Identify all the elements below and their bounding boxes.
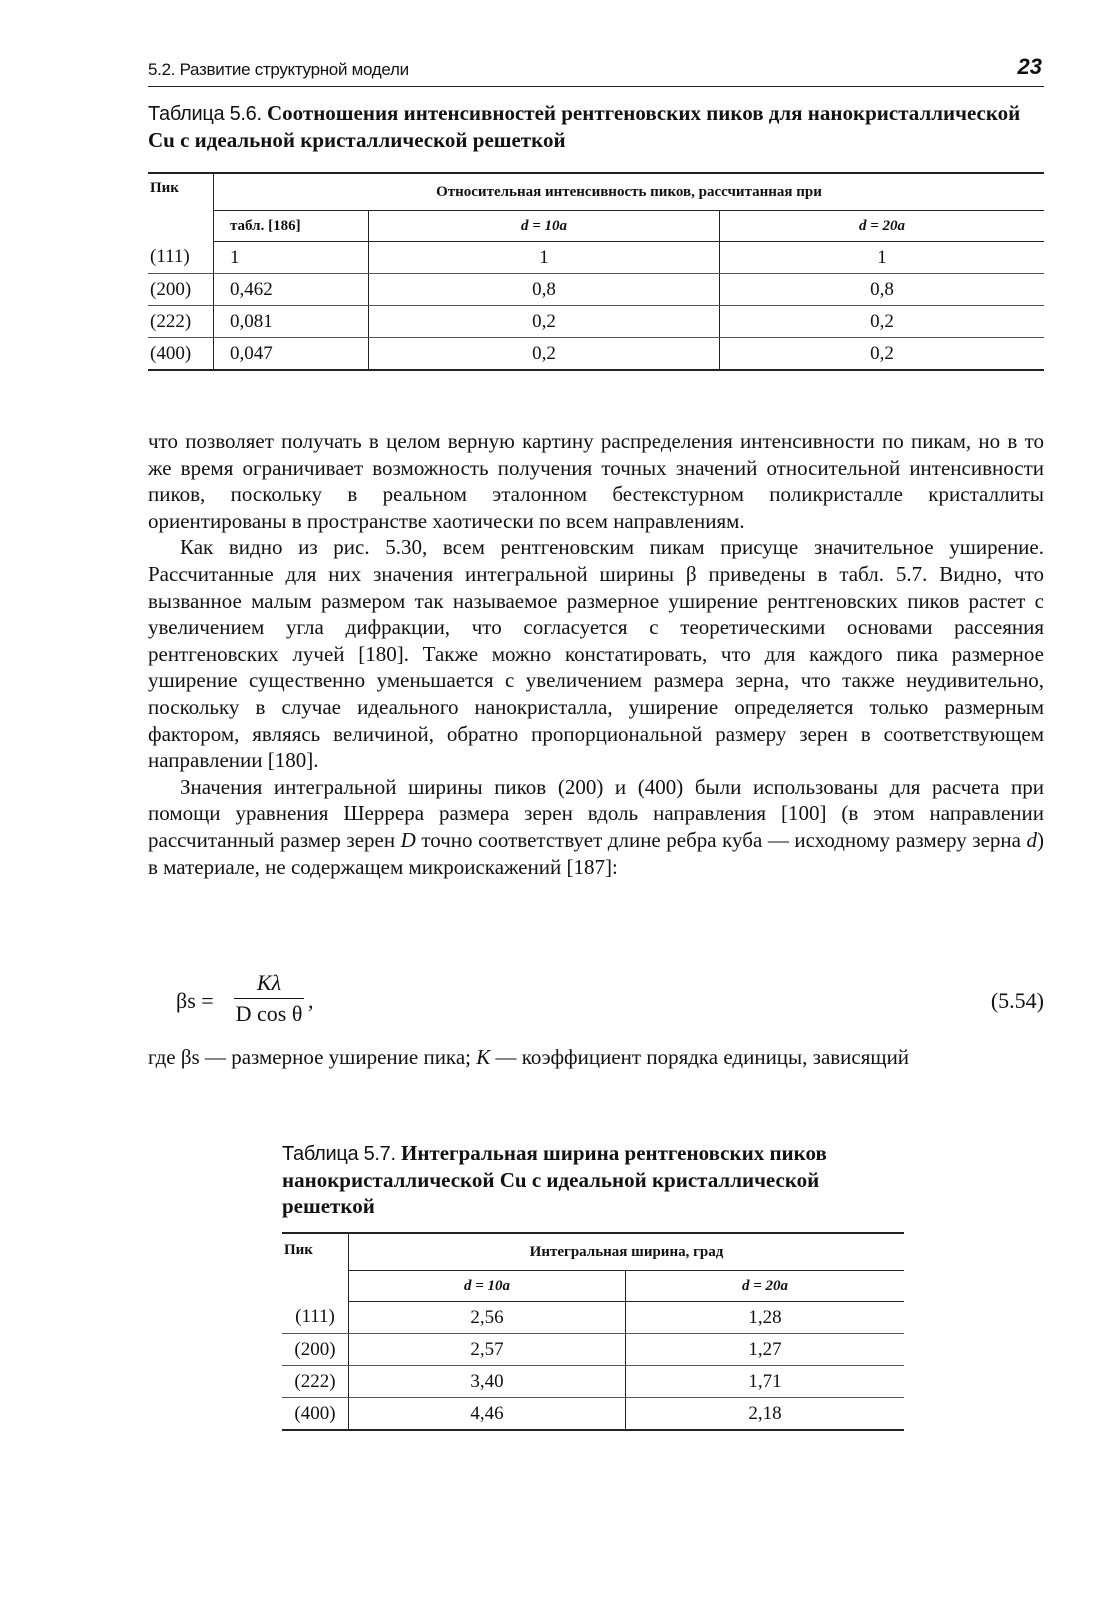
cell-peak: (222): [282, 1366, 349, 1398]
cell-d10: 0,8: [369, 274, 720, 306]
paragraph-3: [148, 774, 1044, 880]
equation-numerator: Kλ: [234, 970, 304, 999]
body-text: [148, 428, 1044, 880]
equation-5-54: [176, 970, 1044, 1038]
table-row: [148, 338, 1044, 371]
cell-d10: 2,56: [349, 1302, 626, 1334]
equation-fraction: [234, 970, 304, 1027]
header-peak: Пик: [282, 1233, 349, 1302]
cell-d10: 2,57: [349, 1334, 626, 1366]
equation-number: (5.54): [990, 988, 1044, 1013]
cell-tab186: 0,462: [214, 274, 369, 306]
header-peak: Пик: [148, 173, 214, 242]
table-row: [282, 1366, 904, 1398]
where-line: [148, 1044, 1044, 1071]
paragraph-2: Как видно из рис. 5.30, всем рентгеновским пикам присуще значительное уширение. Рассчитанные для них значения интегральной ширины β приведены в табл. 5.7. Видно, что вызванное малым размером так называемое размерное уширение рентгеновских пиков растет с увеличением угла дифракции, что согласуется с теоретическими основами рассеяния рентгеновских лучей [180]. Также можно констатировать, что для каждого пика размерное уширение существенно уменьшается с увеличением размера зерна, что также неудивительно, поскольку в случае идеального нанокристалла, уширение определяется только размерным фактором, являясь величиной, обратно пропорциональной размеру зерен в соответствующем направлении [180].: [148, 535, 1044, 773]
running-head: [148, 56, 1044, 87]
symbol-d: d: [1026, 827, 1038, 852]
table-row: [282, 1398, 904, 1431]
cell-d10: 0,2: [369, 306, 720, 338]
symbol-beta-s: βs: [180, 1045, 200, 1069]
table-5-6-title: Соотношения интенсивностей рентгеновских пиков для нанокристаллической Cu с идеальной кристаллической решеткой: [148, 101, 1021, 152]
header-d20: d = 20a: [626, 1271, 905, 1302]
cell-peak: (222): [148, 306, 214, 338]
header-relative-intensity: Относительная интенсивность пиков, рассчитанная при: [214, 173, 1045, 211]
table-row: [282, 1334, 904, 1366]
where-part-b: — размерное уширение пика;: [199, 1045, 477, 1069]
cell-d20: 0,2: [720, 306, 1045, 338]
cell-peak: (200): [282, 1334, 349, 1366]
paragraph-3-part-a: Значения интегральной ширины пиков (200) и (400) были использованы для расчета при помощи уравнения Шеррера размера зерен вдоль направления [100] (в этом направлении рассчитанный размер зерен: [148, 774, 1044, 852]
table-row: [148, 242, 1044, 274]
cell-d20: 1,27: [626, 1334, 905, 1366]
paragraph-3-part-c: ) в материале, не содержащем микроискажений [187]:: [148, 827, 1045, 879]
cell-peak: (400): [282, 1398, 349, 1431]
where-part-c: — коэффициент порядка единицы, зависящий: [490, 1045, 910, 1069]
cell-d10: 3,40: [349, 1366, 626, 1398]
table-5-7-caption: [282, 1140, 904, 1219]
table-row: [148, 274, 1044, 306]
cell-peak: (111): [148, 242, 214, 274]
table-5-7-label: Таблица 5.7.: [282, 1143, 396, 1165]
where-part-a: где: [148, 1045, 181, 1069]
equation-comma: ,: [308, 988, 314, 1013]
table-5-7: [282, 1232, 904, 1431]
cell-peak: (200): [148, 274, 214, 306]
cell-tab186: 1: [214, 242, 369, 274]
header-d10: d = 10a: [369, 211, 720, 242]
header-d10: d = 10a: [349, 1271, 626, 1302]
paragraph-3-part-b: точно соответствует длине ребра куба — исходному размеру зерна: [415, 827, 1027, 852]
cell-d10: 0,2: [369, 338, 720, 371]
cell-peak: (111): [282, 1302, 349, 1334]
cell-tab186: 0,047: [214, 338, 369, 371]
cell-d20: 2,18: [748, 1402, 782, 1424]
table-5-6: [148, 172, 1044, 371]
cell-d20: 1,28: [626, 1302, 905, 1334]
equation-denominator: D cos θ: [235, 1001, 303, 1026]
cell-d20: 1: [720, 242, 1045, 274]
table-row: [148, 306, 1044, 338]
paragraph-1: что позволяет получать в целом верную картину распределения интенсивности по пикам, но в то же время ограничивает возможность получения точных значений относительной интенсивности пиков, поскольку в реальном эталонном бестекстурном поликристалле кристаллиты ориентированы в пространстве хаотически по всем направлениям.: [148, 429, 1044, 533]
header-tab186: табл. [186]: [214, 211, 369, 242]
symbol-D: D: [400, 827, 416, 852]
page-number: 23: [1017, 54, 1042, 79]
cell-d10: 1: [369, 242, 720, 274]
cell-d20: 0,8: [720, 274, 1045, 306]
cell-d20: 0,2: [870, 342, 894, 364]
cell-peak: (400): [148, 338, 214, 371]
table-5-7-title: Интегральная ширина рентгеновских пиков нанокристаллической Cu с идеальной кристаллической решеткой: [282, 1141, 827, 1218]
cell-d10: 4,46: [349, 1398, 626, 1431]
table-row: [282, 1302, 904, 1334]
header-d20: d = 20a: [720, 211, 1045, 242]
header-integral-width: Интегральная ширина, град: [349, 1233, 905, 1271]
symbol-K: K: [476, 1045, 491, 1069]
cell-d20: 1,71: [626, 1366, 905, 1398]
equation-lhs: βs =: [176, 988, 214, 1013]
cell-tab186: 0,081: [214, 306, 369, 338]
table-5-6-caption: [148, 100, 1044, 153]
table-5-6-label: Таблица 5.6.: [148, 103, 262, 125]
section-title: 5.2. Развитие структурной модели: [148, 60, 409, 79]
